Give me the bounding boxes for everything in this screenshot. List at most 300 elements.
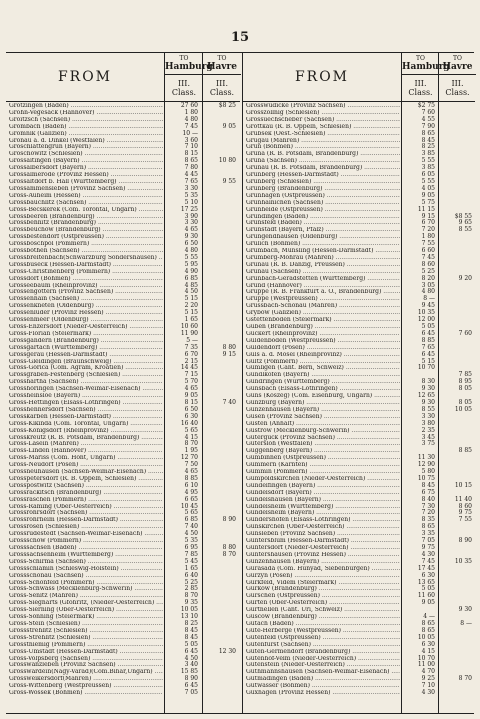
- table-row: [243, 200, 475, 207]
- hamburg-rate: 8 65: [421, 626, 435, 634]
- hamburg-rate: 3 60: [184, 136, 198, 144]
- havre-rate: 10 05: [454, 405, 472, 413]
- table-row: [6, 372, 240, 379]
- place-name: Grossbreitenbach(Schwarzburg Sondershausen) .....: [9, 255, 163, 262]
- place-name: Grünsfeld (Baden) .....: [246, 220, 400, 227]
- place-name: Gross-Becskerek (Com. Torontál, Ungarn) .....: [9, 207, 163, 214]
- table-row: [243, 214, 475, 221]
- table-row: [243, 649, 475, 656]
- hamburg-rate: 7 60: [421, 108, 435, 116]
- place-name: Gross-Sierning (Ober-Oesterreich) .....: [9, 607, 163, 614]
- table-row: [243, 462, 475, 469]
- hamburg-rate: 7 20: [421, 226, 435, 234]
- table-row: [243, 504, 475, 511]
- hamburg-rate: 8 20: [421, 274, 435, 282]
- table-row: [6, 158, 240, 165]
- hamburg-rate: 7 45: [421, 557, 435, 565]
- place-name: Grossrohrsdorf (Sachsen) .....: [9, 510, 163, 517]
- hamburg-rate: 10 35: [417, 309, 435, 317]
- table-row: [6, 407, 240, 414]
- place-name: Gute-Herberge (Westpreussen) .....: [246, 628, 400, 635]
- hamburg-rate: 7 45: [421, 253, 435, 261]
- table-row: [6, 455, 240, 462]
- table-row: [243, 676, 475, 683]
- table-row: [243, 124, 475, 131]
- hamburg-rate: 4 80: [421, 288, 435, 296]
- place-name: Gross-Raming (Ober-Oesterreich) .....: [9, 504, 163, 511]
- hamburg-rate: 4 65: [184, 385, 198, 393]
- hamburg-rate: 7 05: [421, 537, 435, 545]
- hamburg-rate: 5 55: [421, 177, 435, 185]
- hamburg-rate: 8 65: [421, 523, 435, 531]
- place-name: Guben (Brandenburg) .....: [246, 324, 400, 331]
- hamburg-rate: 4 —: [423, 613, 435, 621]
- place-name: Gunzenhausen (Bayern) .....: [246, 559, 400, 566]
- place-name: Grunau (Sachsen) .....: [246, 269, 400, 276]
- table-row: [243, 165, 475, 172]
- to-label: TO: [179, 55, 189, 62]
- hamburg-rate: 6 75: [421, 488, 435, 496]
- hamburg-label: Hamburg: [165, 62, 203, 75]
- table-row: [6, 269, 240, 276]
- place-name: Groitzsch (Sachsen) .....: [9, 117, 163, 124]
- place-name: Grossschow (Pommern) .....: [9, 538, 163, 545]
- place-name: Grottkau (R. B. Oppeln, Schlesien) .....: [246, 124, 400, 131]
- hamburg-rate: 7 85: [184, 550, 198, 558]
- hamburg-rate: 2 85: [184, 585, 198, 593]
- place-name: Guntersdorf (Nieder-Oesterreich) .....: [246, 545, 400, 552]
- place-name: Grossschönau (Sachsen) .....: [9, 573, 163, 580]
- table-row: [6, 662, 240, 669]
- table-row: [6, 352, 240, 359]
- table-row: [6, 296, 240, 303]
- hamburg-rate: 9 05: [421, 599, 435, 607]
- hamburg-rate: 3 80: [421, 419, 435, 427]
- place-name: Güldenboden (Westpreussen) .....: [246, 338, 400, 345]
- hamburg-rate: 7 80: [184, 164, 198, 172]
- place-name: Gundelshausen (Bayern) .....: [246, 497, 400, 504]
- hamburg-rate: 8 55: [421, 405, 435, 413]
- place-name: Gündringen (Württemberg) .....: [246, 379, 400, 386]
- table-row: [243, 110, 475, 117]
- hamburg-rate: 6 30: [421, 640, 435, 648]
- table-row: [243, 662, 475, 669]
- table-row: [6, 483, 240, 490]
- place-name: Gross-Lasein (Mähren) .....: [9, 441, 163, 448]
- hamburg-rate: 5 45: [184, 557, 198, 565]
- table-row: [243, 345, 475, 352]
- place-name: Gruppe (R. B. Frankfurt a. O., Brandenburg) .....: [246, 289, 400, 296]
- hamburg-rate: 1 65: [184, 316, 198, 324]
- havre-rate: 10 15: [454, 481, 472, 489]
- table-row: [243, 365, 475, 372]
- hamburg-rate: 7 20: [421, 509, 435, 517]
- hamburg-rate: 5 65: [184, 509, 198, 517]
- hamburg-rate: 6 70: [421, 219, 435, 227]
- table-row: [6, 683, 240, 690]
- table-row: [243, 324, 475, 331]
- place-name: Grunbach-Geradstetten (Württemberg) .....: [246, 276, 400, 283]
- table-row: [243, 331, 475, 338]
- place-name: Grossbuseck (Hessen-Darmstadt) .....: [9, 262, 163, 269]
- place-name: Gurkow (Brandenburg) .....: [246, 586, 400, 593]
- havre-rate: $8 25: [218, 102, 236, 109]
- hamburg-rate: 4 30: [421, 550, 435, 558]
- table-row: [6, 110, 240, 117]
- table-row: [6, 151, 240, 158]
- place-name: Grossammensleben (Provinz Sachsen) .....: [9, 186, 163, 193]
- hamburg-rate: 9 30: [184, 233, 198, 241]
- place-name: Gromnik (Galizien) .....: [9, 131, 163, 138]
- table-row: [243, 269, 475, 276]
- hamburg-rate: 7 40: [184, 523, 198, 531]
- table-row: [6, 359, 240, 366]
- hamburg-rate: 12 70: [180, 454, 198, 462]
- table-row: [6, 379, 240, 386]
- table-row: [6, 303, 240, 310]
- havre-rate: 8 90: [458, 537, 472, 545]
- place-name: Grün (Böhmen) .....: [246, 144, 400, 151]
- hamburg-rate: 6 60: [421, 247, 435, 255]
- table-row: [243, 428, 475, 435]
- hamburg-rate: 5 25: [184, 578, 198, 586]
- havre-rate: 8 70: [458, 675, 472, 683]
- hamburg-rate: 4 65: [184, 226, 198, 234]
- place-name: Gross-Neudorf (Posen) .....: [9, 462, 163, 469]
- havre-rate: 9 65: [458, 219, 472, 227]
- place-name: Grossbauchlitz (Sachsen) .....: [9, 200, 163, 207]
- place-name: Gross-Schwass (Mecklenburg-Schwerin) .....: [9, 586, 163, 593]
- place-name: Güsten (Anhalt) .....: [246, 421, 400, 428]
- table-row: [6, 600, 240, 607]
- from-heading: FROM: [57, 69, 113, 85]
- hamburg-rate: 5 65: [184, 426, 198, 434]
- table-row: [6, 283, 240, 290]
- hamburg-rate: 11 30: [417, 454, 435, 462]
- hamburg-rate: 16 40: [180, 419, 198, 427]
- table-row: [6, 262, 240, 269]
- hamburg-rate: 5 95: [184, 260, 198, 268]
- hamburg-rate: 8 25: [184, 619, 198, 627]
- havre-rate: 8 80: [222, 544, 236, 551]
- hamburg-rate: 1 80: [184, 108, 198, 116]
- table-row: [6, 628, 240, 635]
- hamburg-rate: 5 —: [186, 336, 198, 344]
- table-row: [243, 172, 475, 179]
- place-name: Gumpoldskirchen (Nieder-Oesterreich) .....: [246, 476, 400, 483]
- table-row: [6, 490, 240, 497]
- table-row: [243, 255, 475, 262]
- table-row: [243, 138, 475, 145]
- table-row: [6, 414, 240, 421]
- hamburg-rate: 8 45: [421, 481, 435, 489]
- table-row: [6, 324, 240, 331]
- havre-rate: 10 80: [218, 157, 236, 165]
- place-name: Grossbehnitz (Brandenburg) .....: [9, 220, 163, 227]
- havre-rate: 11 40: [454, 495, 472, 503]
- place-name: Gross-Auheim (Hessen) .....: [9, 193, 163, 200]
- table-row: [6, 165, 240, 172]
- hamburg-rate: 6 45: [184, 647, 198, 655]
- table-row: [6, 227, 240, 234]
- table-row: [6, 573, 240, 580]
- havre-rate: 7 85: [458, 371, 472, 379]
- table-row: [243, 400, 475, 407]
- place-name: Gross-Linden (Hannover) .....: [9, 448, 163, 455]
- place-name: Güns (Köszeg) (Com. Eisenburg, Ungarn) .....: [246, 393, 400, 400]
- table-row: [243, 614, 475, 621]
- table-row: [6, 131, 240, 138]
- place-name: Grulich (Böhmen) .....: [246, 241, 400, 248]
- class-label: III. Class.: [209, 79, 235, 97]
- table-row: [6, 448, 240, 455]
- table-row: [243, 510, 475, 517]
- place-name: Grosszöllnig (Schlesien) .....: [246, 110, 400, 117]
- hamburg-rate: 8 35: [421, 516, 435, 524]
- hamburg-rate: 7 10: [421, 682, 435, 690]
- place-name: Grügau (Mähren) .....: [246, 138, 400, 145]
- hamburg-rate: 10 45: [180, 502, 198, 510]
- place-name: Grossaitingen (Bayern) .....: [9, 158, 163, 165]
- table-row: [6, 635, 240, 642]
- table-row: [243, 303, 475, 310]
- table-row: [243, 538, 475, 545]
- table-row: [6, 138, 240, 145]
- havre-rate: 9 75: [458, 509, 472, 517]
- hamburg-rate: 8 60: [421, 260, 435, 268]
- place-name: Grossengottern (Provinz Sachsen) .....: [9, 289, 163, 296]
- place-name: Grossraschen (Pommern) .....: [9, 497, 163, 504]
- table-row: [6, 497, 240, 504]
- table-row: [6, 435, 240, 442]
- hamburg-rate: 3 85: [421, 150, 435, 158]
- place-name: Grünberg (Hessen-Darmstadt) .....: [246, 172, 400, 179]
- havre-rate: 7 55: [458, 516, 472, 524]
- place-name: Grossrudestedt (Sachsen-Weimar-Eisenach) .....: [9, 531, 163, 538]
- place-name: Grossrosen (Schlesien) .....: [9, 524, 163, 531]
- table-row: [6, 614, 240, 621]
- place-name: Grohn-Vegesack (Hannover) .....: [9, 110, 163, 117]
- havre-rate: 7 60: [458, 329, 472, 337]
- table-row: [6, 179, 240, 186]
- hamburg-rate: 7 65: [421, 343, 435, 351]
- place-name: Grossheinsloe (Bayern) .....: [9, 393, 163, 400]
- page-number: 15: [230, 30, 250, 45]
- place-name: Gross-Schirma (Sachsen) .....: [9, 559, 163, 566]
- havre-column-header: [438, 53, 476, 101]
- table-row: [6, 441, 240, 448]
- table-row: [6, 207, 240, 214]
- table-row: [6, 124, 240, 131]
- place-name: Gross-Stein (Schlesien) .....: [9, 621, 163, 628]
- hamburg-rate: 2 35: [421, 426, 435, 434]
- hamburg-rate: 5 35: [184, 191, 198, 199]
- left-column: [6, 53, 240, 713]
- table-row: [6, 552, 240, 559]
- table-row: [243, 448, 475, 455]
- place-name: Grüna (R. B. Potsdam, Brandenburg) .....: [246, 151, 400, 158]
- hamburg-rate: 10 05: [180, 606, 198, 614]
- place-name: Gundelsdorf (Bayern) .....: [246, 490, 400, 497]
- class-label: III. Class.: [445, 79, 470, 97]
- table-row: [243, 683, 475, 690]
- table-row: [243, 607, 475, 614]
- table-row: [6, 649, 240, 656]
- to-label: TO: [416, 55, 425, 62]
- place-name: Gross-Mariss (Com. Hont, Ungarn) .....: [9, 455, 163, 462]
- table-row: [6, 531, 240, 538]
- havre-rate: 7 40: [222, 398, 236, 406]
- hamburg-rate: 5 15: [421, 357, 435, 365]
- place-name: Gümligen (Cant. Bern, Schweiz) .....: [246, 365, 400, 372]
- table-row: [243, 338, 475, 345]
- havre-rate: 8 60: [458, 502, 472, 510]
- place-name: Gross-Schönfeld (Pommern) .....: [9, 580, 163, 587]
- table-row: [6, 289, 240, 296]
- place-name: Gundelsheim (Württemberg) .....: [246, 504, 400, 511]
- place-name: Grosshöringen (Sachsen-Weimar-Eisenach) .....: [9, 386, 163, 393]
- hamburg-rate: 4 85: [184, 281, 198, 289]
- havre-rate: 8 55: [458, 226, 472, 234]
- hamburg-rate: 8 70: [184, 592, 198, 600]
- table-row: [243, 220, 475, 227]
- table-row: [243, 186, 475, 193]
- hamburg-rate: 5 05: [421, 323, 435, 330]
- right-column: [242, 53, 475, 713]
- table-row: [6, 317, 240, 324]
- place-name: Grosspetersdorf (R. B. Oppeln, Schlesien) .....: [9, 476, 163, 483]
- place-name: Gundelsheim (Bayern) .....: [246, 510, 400, 517]
- hamburg-rate: 6 45: [184, 682, 198, 690]
- place-name: Günzenhausen (Bayern) .....: [246, 407, 400, 414]
- hamburg-rate: 10 70: [417, 364, 435, 372]
- right-rows: [243, 103, 475, 697]
- hamburg-rate: 7 10: [184, 143, 198, 151]
- hamburg-rate: 5 70: [184, 378, 198, 386]
- place-name: Grossenmeer (Oldenburg) .....: [9, 317, 163, 324]
- place-name: Günsbach (Elsass-Lothringen) .....: [246, 386, 400, 393]
- place-name: Grossdorf (Böhmen) .....: [9, 276, 163, 283]
- hamburg-rate: 13 65: [417, 578, 435, 586]
- hamburg-rate: 8 25: [421, 143, 435, 151]
- havre-rate: 8 70: [222, 550, 236, 558]
- hamburg-rate: 11 00: [417, 661, 435, 669]
- hamburg-rate: 6 10: [184, 481, 198, 489]
- table-row: [243, 600, 475, 607]
- havre-rate: 8 85: [458, 447, 472, 455]
- hamburg-rate: 6 65: [184, 495, 198, 503]
- place-name: Gronau a. d. Dinkel (Westfalen) .....: [9, 138, 163, 145]
- hamburg-rate: 8 15: [184, 150, 198, 158]
- hamburg-rate: 6 30: [184, 412, 198, 420]
- hamburg-rate: 8 45: [184, 633, 198, 641]
- havre-rate: 12 30: [218, 647, 236, 655]
- place-name: Gross-Königsdorf (Rheinprovinz) .....: [9, 428, 163, 435]
- place-name: Gross-Senitz (Mähren) .....: [9, 593, 163, 600]
- table-row: [243, 193, 475, 200]
- place-name: Grumbach, Münsling (Hessen-Darmstadt) .....: [246, 248, 400, 255]
- place-name: Gross-Volpsberg (Sachsen) .....: [9, 656, 163, 663]
- table-row: [6, 545, 240, 552]
- table-row: [243, 352, 475, 359]
- place-name: Grossbeeren (Brandenburg) .....: [9, 214, 163, 221]
- hamburg-rate: 7 35: [184, 343, 198, 351]
- hamburg-rate: 4 80: [184, 247, 198, 255]
- hamburg-rate: 8 45: [421, 136, 435, 144]
- place-name: Gültz (Pommern) .....: [246, 359, 400, 366]
- hamburg-rate: 9 30: [421, 385, 435, 393]
- table-row: [6, 676, 240, 683]
- hamburg-label: Hamburg: [402, 62, 439, 75]
- place-name: Grossrohrheim (Hessen-Darmstadt) .....: [9, 517, 163, 524]
- hamburg-rate: 6 95: [184, 544, 198, 551]
- table-row: [243, 621, 475, 628]
- hamburg-rate: 8 65: [184, 157, 198, 165]
- havre-rate: $8 55: [454, 212, 472, 220]
- hamburg-rate: 10 75: [417, 474, 435, 482]
- hamburg-rate: 8 70: [184, 440, 198, 448]
- hamburg-rate: 4 50: [184, 654, 198, 662]
- place-name: Grossbeuchow (Brandenburg) .....: [9, 227, 163, 234]
- table-header: [6, 53, 240, 102]
- hamburg-rate: 4 50: [184, 530, 198, 538]
- place-name: Gutenfeld (Ostpreussen) .....: [246, 635, 400, 642]
- place-name: Grossgerau (Hessen-Darmstadt) .....: [9, 352, 163, 359]
- table-row: [6, 234, 240, 241]
- place-name: Grosspostwitz (Sachsen) .....: [9, 483, 163, 490]
- table-row: [243, 179, 475, 186]
- place-name: Gross-Sonning (Steiermark) .....: [9, 614, 163, 621]
- place-name: Grossalmerode (Provinz Hessen) .....: [9, 172, 163, 179]
- hamburg-rate: 6 85: [184, 516, 198, 524]
- hamburg-rate: 3 30: [184, 184, 198, 192]
- place-name: Grossthiemig (Pommern) .....: [9, 642, 163, 649]
- table-row: [6, 248, 240, 255]
- place-name: Guscow (Brandenburg) .....: [246, 614, 400, 621]
- table-row: [243, 580, 475, 587]
- place-name: Grussbach-Schönau (Mähren) .....: [246, 303, 400, 310]
- hamburg-rate: 12 00: [417, 316, 435, 324]
- place-name: Gross-Kikinda (Com. Torontál, Ungarn) .....: [9, 421, 163, 428]
- table-row: [243, 414, 475, 421]
- hamburg-rate: 7 05: [184, 689, 198, 697]
- table-row: [243, 441, 475, 448]
- hamburg-rate: 8 45: [184, 626, 198, 634]
- place-name: Grünberg (Schlesien) .....: [246, 179, 400, 186]
- table-row: [6, 338, 240, 345]
- left-rows: [6, 103, 240, 697]
- hamburg-rate: 8 65: [421, 129, 435, 137]
- place-name: Grosshartha (Sachsen) .....: [9, 379, 163, 386]
- table-row: [6, 621, 240, 628]
- place-name: Grüna (Sachsen) .....: [246, 158, 400, 165]
- place-name: Grötzingen (Baden) .....: [9, 103, 163, 110]
- hamburg-rate: 6 45: [421, 329, 435, 337]
- table-row: [243, 158, 475, 165]
- place-name: Grüngendhausen (Oldenburg) .....: [246, 234, 400, 241]
- hamburg-rate: 2 15: [184, 357, 198, 365]
- place-name: Gross-Gleidingen (Braunschweig) .....: [9, 359, 163, 366]
- table-row: [6, 669, 240, 676]
- place-name: Grybów (Galizien) .....: [246, 310, 400, 317]
- place-name: Günzburg (Bayern) .....: [246, 400, 400, 407]
- hamburg-rate: 4 80: [184, 115, 198, 123]
- table-row: [6, 593, 240, 600]
- table-row: [243, 151, 475, 158]
- place-name: Gross-Hettingen (Elsass-Lothringen) .....: [9, 400, 163, 407]
- table-row: [243, 310, 475, 317]
- place-name: Gutenhof-Velm (Nieder-Oesterreich) .....: [246, 656, 400, 663]
